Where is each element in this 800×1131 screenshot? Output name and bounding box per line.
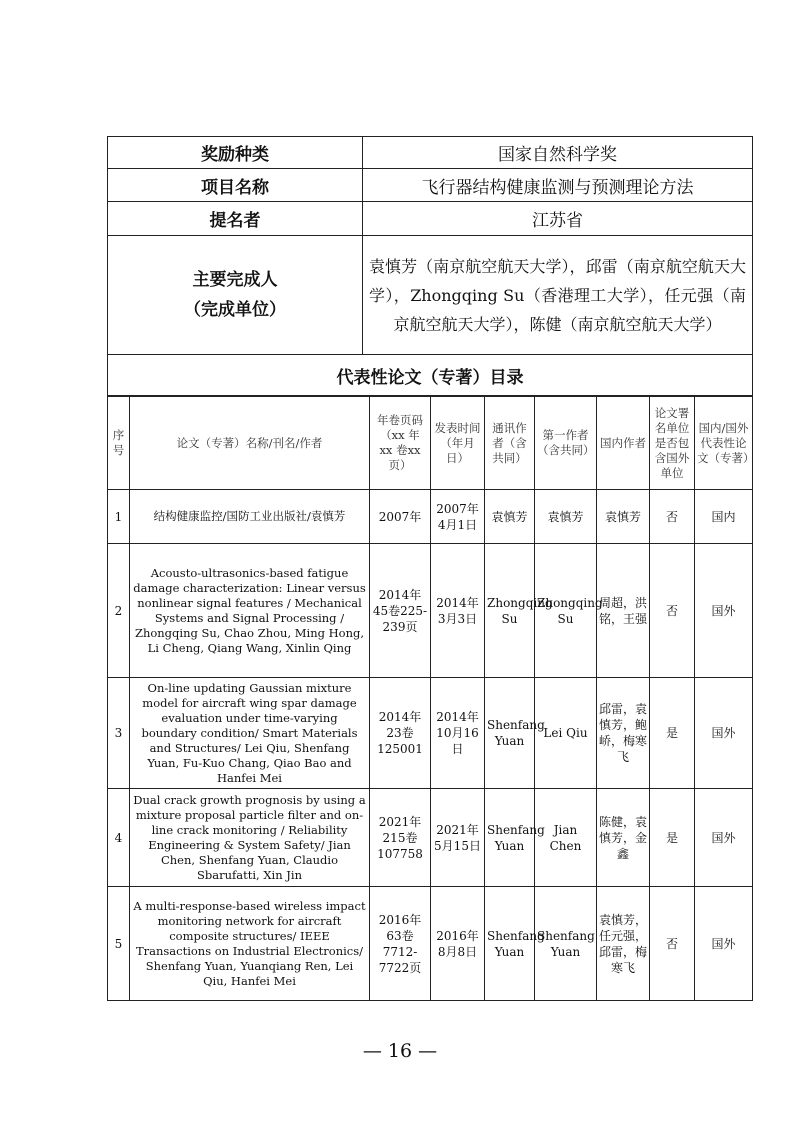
row-corresponding: Shenfang Yuan [485, 887, 535, 1001]
row-domestic-authors: 周超，洪铭，王强 [597, 544, 650, 678]
row-volume: 2014年23卷125001 [370, 678, 431, 789]
header-volume: 年卷页码（xx 年 xx 卷xx页） [370, 397, 431, 490]
row-scope: 国外 [695, 887, 753, 1001]
row-title: On-line updating Gaussian mixture model for aircraft wing spar damage evaluation under time-varying boundary condition/ Smart Materials and Structures/ Lei Qiu, Shenfang Yuan, Fu-Kuo Chang, Qiao Bao and Hanfei Mei [130, 678, 370, 789]
table-row [108, 887, 753, 1001]
row-volume: 2014年45卷225-239页 [370, 544, 431, 678]
project-name-value: 飞行器结构健康监测与预测理论方法 [363, 169, 753, 202]
row-domestic-authors: 袁慎芳 [597, 490, 650, 544]
header-scope: 国内/国外代表性论文（专著） [695, 397, 753, 490]
project-name-label: 项目名称 [108, 169, 363, 202]
papers-header-row [108, 397, 753, 490]
award-type-label: 奖励种类 [108, 137, 363, 169]
award-type-row [108, 137, 753, 169]
table-row [108, 490, 753, 544]
row-first-author: Zhongqing Su [535, 544, 597, 678]
award-type-value: 国家自然科学奖 [363, 137, 753, 169]
row-date: 2014年10月16日 [431, 678, 485, 789]
row-title: Acousto-ultrasonics-based fatigue damage characterization: Linear versus nonlinear signal features / Mechanical Systems and Signal Processing / Zhongqing Su, Chao Zhou, Ming Hong, Li Cheng, Qiang Wang, Xinlin Qing [130, 544, 370, 678]
header-no: 序号 [108, 397, 130, 490]
completers-label-line2: （完成单位） [184, 300, 286, 320]
row-foreign-unit: 是 [650, 678, 695, 789]
table-row [108, 544, 753, 678]
row-date: 2016年8月8日 [431, 887, 485, 1001]
row-first-author: 袁慎芳 [535, 490, 597, 544]
row-scope: 国外 [695, 678, 753, 789]
row-volume: 2021年215卷107758 [370, 789, 431, 887]
page-number: — 16 — [362, 1040, 438, 1062]
row-first-author: Shenfang Yuan [535, 887, 597, 1001]
row-scope: 国内 [695, 490, 753, 544]
row-domestic-authors: 袁慎芳，任元强，邱雷，梅寒飞 [597, 887, 650, 1001]
papers-table [107, 396, 753, 1001]
completers-label [108, 236, 363, 355]
section-title-row [108, 355, 753, 396]
row-date: 2007年4月1日 [431, 490, 485, 544]
row-foreign-unit: 否 [650, 544, 695, 678]
nominator-label: 提名者 [108, 202, 363, 236]
row-domestic-authors: 邱雷，袁慎芳，鲍峤，梅寒飞 [597, 678, 650, 789]
row-domestic-authors: 陈健，袁慎芳，金鑫 [597, 789, 650, 887]
nominator-value: 江苏省 [363, 202, 753, 236]
row-title: A multi-response-based wireless impact monitoring network for aircraft composite structures/ IEEE Transactions on Industrial Electronics/ Shenfang Yuan, Yuanqiang Ren, Lei Qiu, Hanfei Mei [130, 887, 370, 1001]
row-corresponding: Shenfang Yuan [485, 678, 535, 789]
header-foreign-unit: 论文署名单位是否包含国外单位 [650, 397, 695, 490]
row-first-author: Jian Chen [535, 789, 597, 887]
row-volume: 2007年 [370, 490, 431, 544]
row-title: 结构健康监控/国防工业出版社/袁慎芳 [130, 490, 370, 544]
row-no: 4 [108, 789, 130, 887]
project-info-table [107, 136, 753, 396]
row-scope: 国外 [695, 544, 753, 678]
table-row [108, 789, 753, 887]
completers-value: 袁慎芳（南京航空航天大学），邱雷（南京航空航天大学），Zhongqing Su（香港理工大学），任元强（南京航空航天大学），陈健（南京航空航天大学） [363, 236, 753, 355]
row-no: 5 [108, 887, 130, 1001]
row-date: 2021年5月15日 [431, 789, 485, 887]
header-corresponding: 通讯作者（含共同） [485, 397, 535, 490]
row-foreign-unit: 否 [650, 490, 695, 544]
header-date: 发表时间（年月日） [431, 397, 485, 490]
row-no: 2 [108, 544, 130, 678]
row-corresponding: Shenfang Yuan [485, 789, 535, 887]
header-domestic-authors: 国内作者 [597, 397, 650, 490]
header-title: 论文（专著）名称/刊名/作者 [130, 397, 370, 490]
row-scope: 国外 [695, 789, 753, 887]
completers-row [108, 236, 753, 355]
row-volume: 2016年63卷7712-7722页 [370, 887, 431, 1001]
section-title: 代表性论文（专著）目录 [108, 355, 753, 396]
document-sheet [107, 136, 755, 1001]
nominator-row [108, 202, 753, 236]
row-title: Dual crack growth prognosis by using a mixture proposal particle filter and on-line crack monitoring / Reliability Engineering & System Safety/ Jian Chen, Shenfang Yuan, Claudio Sbarufatti, Xin Jin [130, 789, 370, 887]
row-first-author: Lei Qiu [535, 678, 597, 789]
table-row [108, 678, 753, 789]
row-no: 3 [108, 678, 130, 789]
row-corresponding: Zhongqing Su [485, 544, 535, 678]
row-foreign-unit: 是 [650, 789, 695, 887]
header-first-author: 第一作者（含共同） [535, 397, 597, 490]
row-corresponding: 袁慎芳 [485, 490, 535, 544]
row-date: 2014年3月3日 [431, 544, 485, 678]
project-name-row [108, 169, 753, 202]
completers-label-line1: 主要完成人 [192, 270, 278, 290]
row-no: 1 [108, 490, 130, 544]
row-foreign-unit: 否 [650, 887, 695, 1001]
